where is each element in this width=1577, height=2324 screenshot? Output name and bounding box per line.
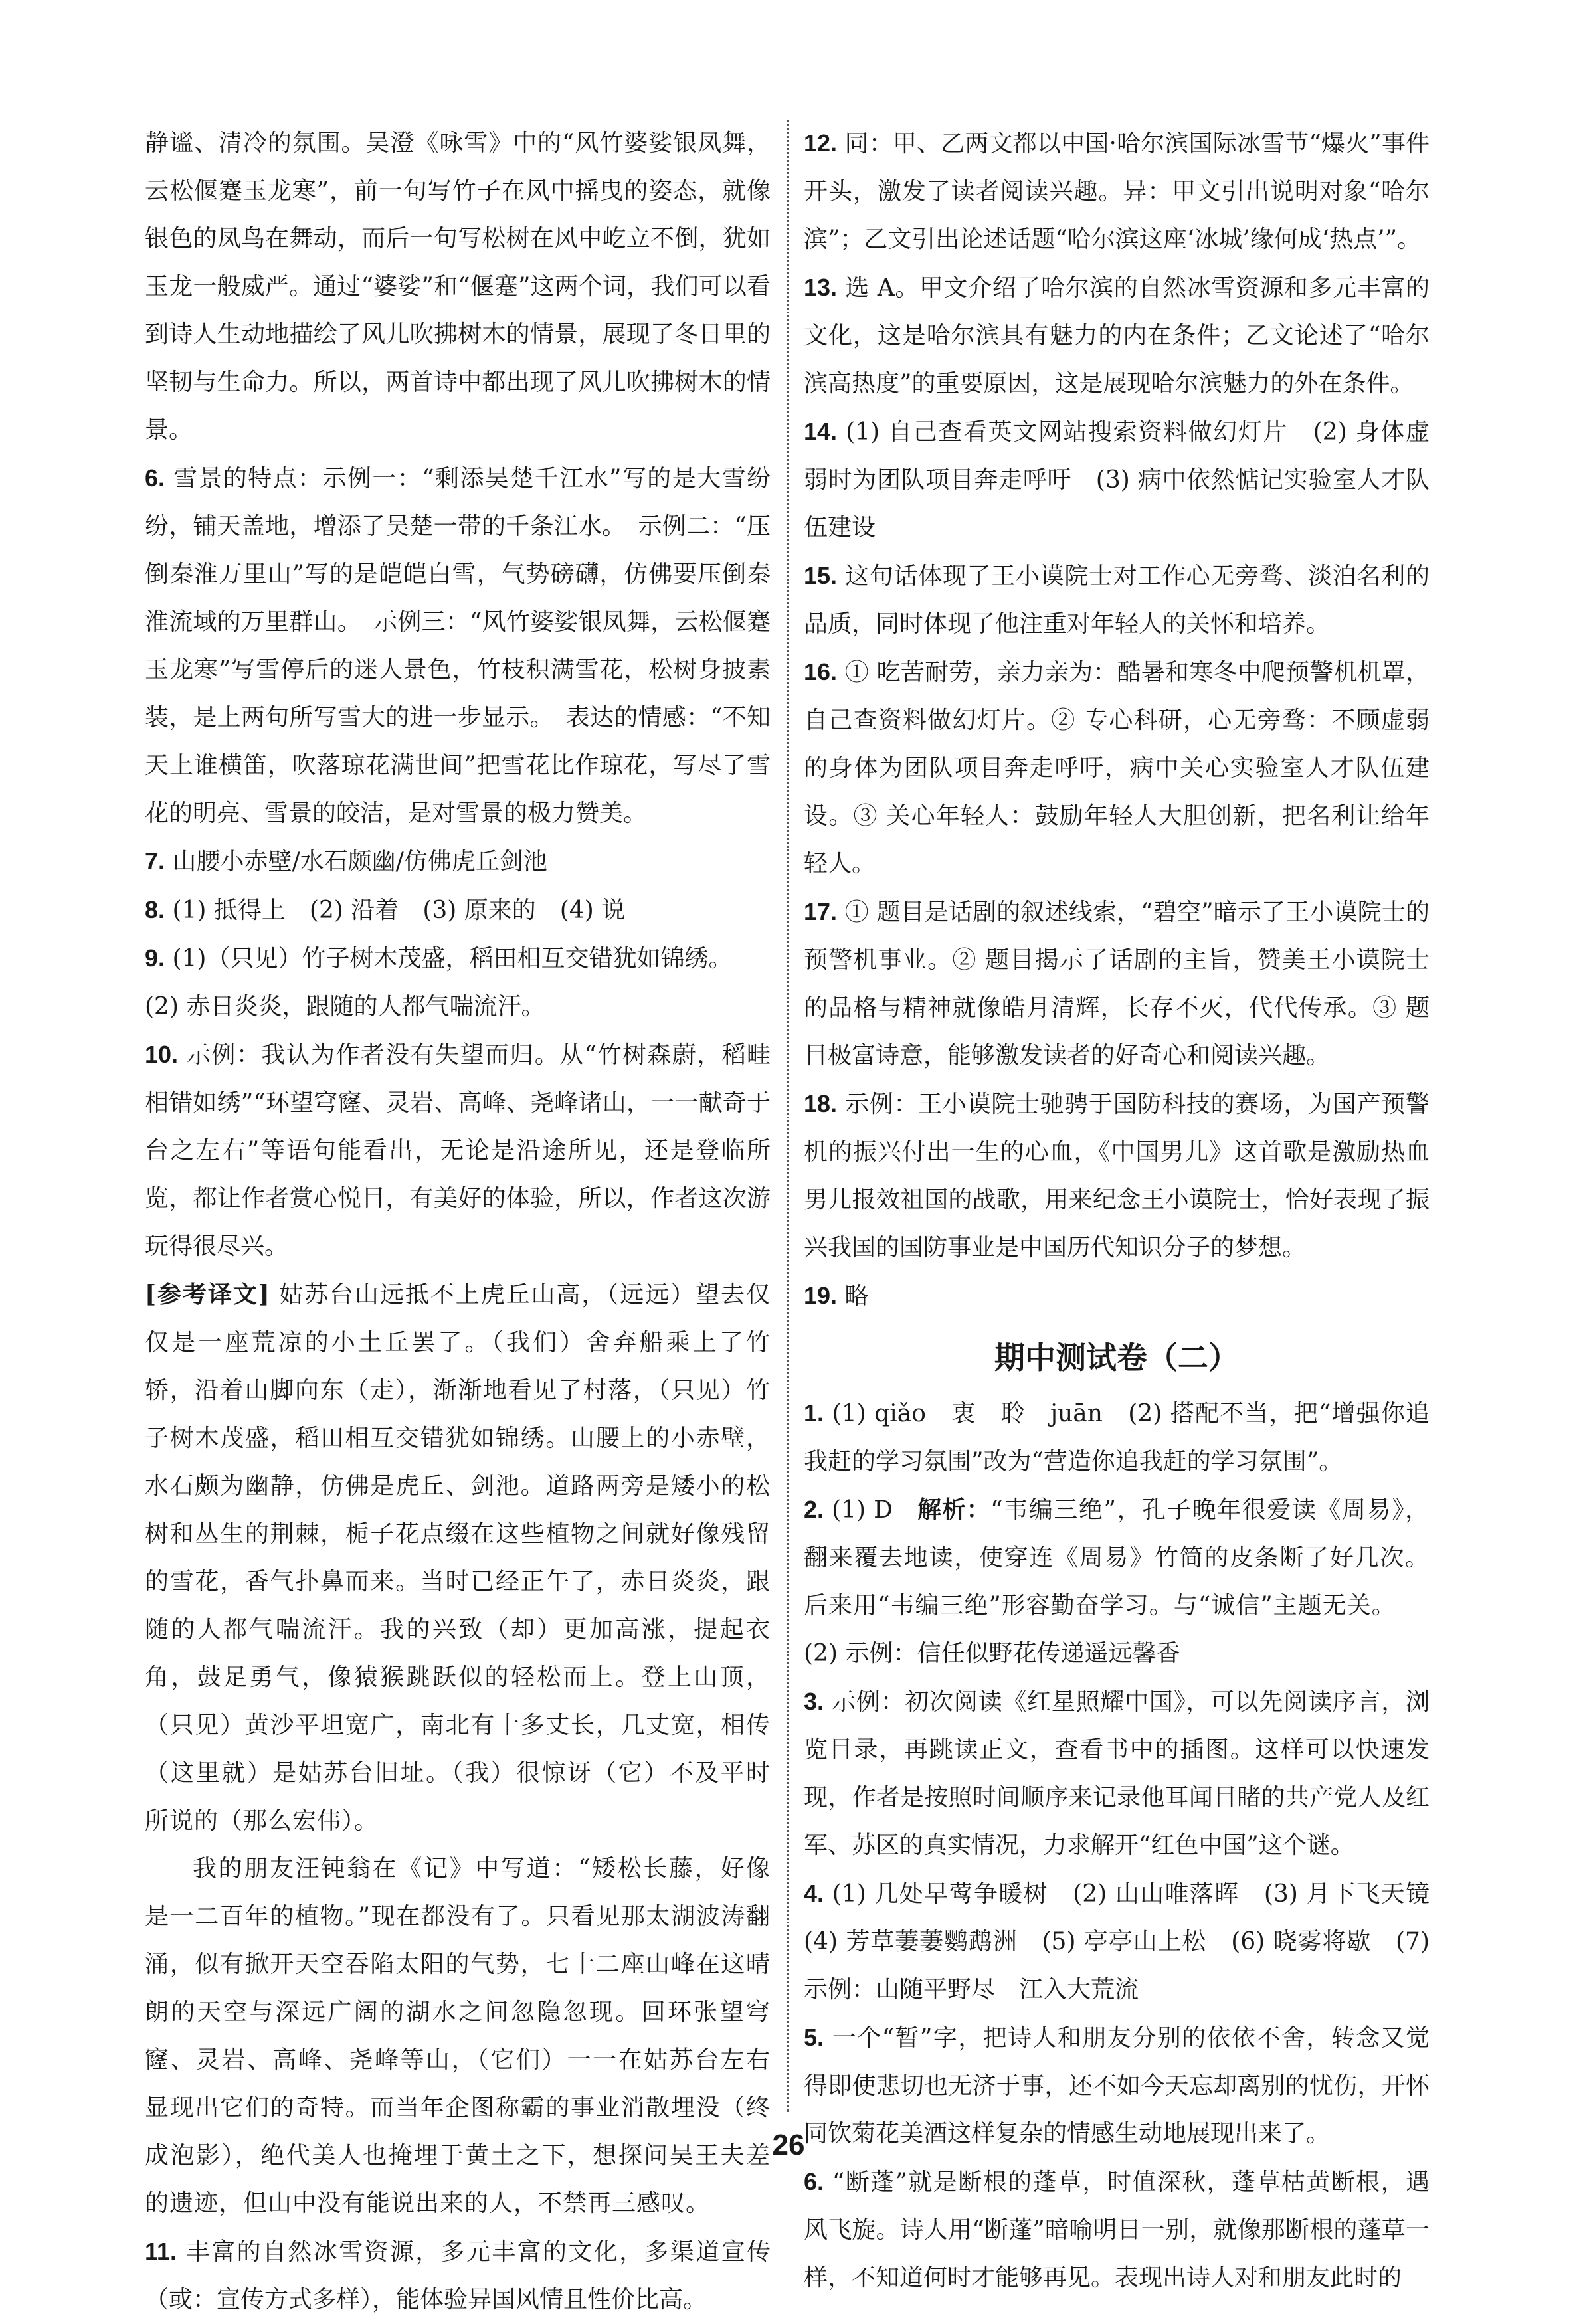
answer-number: 6.: [804, 2168, 824, 2195]
analysis-label: 解析：: [917, 1496, 991, 1523]
answer-text: 雪景的特点：示例一：“剩添吴楚千江水”写的是大雪纷纷，铺天盖地，增添了吴楚一带的千条江水。 示例二：“压倒秦淮万里山”写的是皑皑白雪，气势磅礴，仿佛要压倒秦淮流域的万里群山。 示例三：“风竹婆娑银凤舞，云松偃蹇玉龙寒”写雪停后的迷人景色，竹枝积满雪花，松树身披素装，是上两句所写雪大的进一步显示。 表达的情感：“不知天上谁横笛，吹落琼花满世间”把雪花比作琼花，写尽了雪花的明亮、雪景的皎洁，是对雪景的极力赞美。: [145, 465, 771, 827]
answer-number: 4.: [804, 1880, 824, 1907]
answer-number: 14.: [804, 418, 838, 445]
right-column: [804, 120, 1454, 2302]
answer-9-part-2: (2) 赤日炎炎，跟随的人都气喘流汗。: [145, 993, 545, 1020]
answer-text: 示例：初次阅读《红星照耀中国》，可以先阅读序言，浏览目录，再跳读正文，查看书中的插图。这样可以快速发现，作者是按照时间顺序来记录他耳闻目睹的共产党人及红军、苏区的真实情况，力求解开“红色中国”这个谜。: [804, 1688, 1430, 1859]
reference-label: [参考译文]: [145, 1281, 270, 1308]
answer-6: [145, 454, 771, 838]
answer-text: “断蓬”就是断根的蓬草，时值深秋，蓬草枯黄断根，遇风飞旋。诗人用“断蓬”暗喻明日一别，就像那断根的蓬草一样，不知道何时才能够再见。表现出诗人对和朋友此时的: [804, 2169, 1430, 2291]
answer-text: (1) 自己查看英文网站搜索资料做幻灯片 (2) 身体虚弱时为团队项目奔走呼吁 (3) 病中依然惦记实验室人才队伍建设: [804, 418, 1430, 541]
answer-number: 2.: [804, 1496, 824, 1523]
answer-text: 山腰小赤壁/水石颇幽/仿佛虎丘剑池: [165, 848, 547, 875]
test-answer-6: [804, 2158, 1430, 2302]
answer-text: 同：甲、乙两文都以中国·哈尔滨国际冰雪节“爆火”事件开头，激发了读者阅读兴趣。异：甲文引出说明对象“哈尔滨”；乙文引出论述话题“哈尔滨这座‘冰城’缘何成‘热点’”。: [804, 130, 1430, 253]
answer-text: ① 题目是话剧的叙述线索，“碧空”暗示了王小谟院士的预警机事业。② 题目揭示了话剧的主旨，赞美王小谟院士的品格与精神就像皓月清辉，长存不灭，代代传承。③ 题目极富诗意，能够激发读者的好奇心和阅读兴趣。: [804, 899, 1430, 1069]
answer-number: 7.: [145, 848, 165, 875]
reference-translation-2: 我的朋友汪钝翁在《记》中写道：“矮松长藤，好像是一二百年的植物。”现在都没有了。只看见那太湖波涛翻涌，似有掀开天空吞陷太阳的气势，七十二座山峰在这晴朗的天空与深远广阔的湖水之间忽隐忽现。回环张望穹窿、灵岩、高峰、尧峰等山，（它们）一一在姑苏台左右显现出它们的奇特。而当年企图称霸的事业消散埋没（终成泡影），绝代美人也掩埋于黄土之下，想探问吴王夫差的遗迹，但山中没有能说出来的人，不禁再三感叹。: [145, 1855, 771, 2217]
answer-text: (1) 抵得上 (2) 沿着 (3) 原来的 (4) 说: [165, 897, 626, 924]
analysis-text: “韦编三绝”，孔子晚年很爱读《周易》，翻来覆去地读，使穿连《周易》竹简的皮条断了好几次。后来用“韦编三绝”形容勤奋学习。与“诚信”主题无关。: [804, 1496, 1430, 1619]
column-divider: [787, 120, 789, 2112]
section-title: 期中测试卷（二）: [994, 1340, 1239, 1376]
answer-text: 一个“暂”字，把诗人和朋友分别的依依不舍，转念又觉得即使悲切也无济于事，还不如今天忘却离别的忧伤，开怀同饮菊花美酒这样复杂的情感生动地展现出来了。: [804, 2024, 1430, 2147]
answer-10: [145, 1031, 771, 1271]
answer-number: 13.: [804, 274, 838, 301]
answer-text: (1) qiǎo 衷 聆 juān (2) 搭配不当，把“增强你追我赶的学习氛围”改为“营造你追我赶的学习氛围”。: [804, 1400, 1430, 1475]
answer-text: 丰富的自然冰雪资源，多元丰富的文化，多渠道宣传（或：宣传方式多样），能体验异国风情且性价比高。: [145, 2238, 771, 2313]
answer-13: [804, 264, 1430, 408]
answer-number: 5.: [804, 2024, 824, 2051]
answer-number: 3.: [804, 1688, 824, 1715]
answer-17: [804, 888, 1430, 1080]
test-answer-1: [804, 1389, 1430, 1486]
answer-11: [145, 2228, 771, 2324]
answer-12: [804, 120, 1430, 264]
answer-number: 8.: [145, 896, 165, 923]
left-paragraph-continued: 静谧、清冷的氛围。吴澄《咏雪》中的“风竹婆娑银凤舞，云松偃蹇玉龙寒”，前一句写竹子在风中摇曳的姿态，就像银色的凤鸟在舞动，而后一句写松树在风中屹立不倒，犹如玉龙一般威严。通过“婆娑”和“偃蹇”这两个词，我们可以看到诗人生动地描绘了风儿吹拂树木的情景，展现了冬日里的坚韧与生命力。所以，两首诗中都出现了风儿吹拂树木的情景。: [145, 130, 771, 444]
answer-text: (1)（只见）竹子树木茂盛，稻田相互交错犹如锦绣。: [165, 945, 733, 972]
answer-number: 12.: [804, 130, 838, 157]
answer-text: ① 吃苦耐劳，亲力亲为：酷暑和寒冬中爬预警机机罩，自己查资料做幻灯片。② 专心科研，心无旁骛：不顾虚弱的身体为团队项目奔走呼吁，病中关心实验室人才队伍建设。③ 关心年轻人：鼓励年轻人大胆创新，把名利让给年轻人。: [804, 659, 1430, 877]
answer-14: [804, 408, 1430, 552]
answer-9-part-1: [145, 935, 771, 983]
answer-number: 16.: [804, 658, 838, 685]
answer-number: 10.: [145, 1041, 179, 1068]
test-answer-4: [804, 1870, 1454, 2014]
answer-15: [804, 552, 1430, 648]
answer-text: (1) 几处早莺争暖树 (2) 山山唯落晖 (3) 月下飞天镜 (4) 芳草萋萋鹦鹉洲 (5) 亭亭山上松 (6) 晓雾将歇 (7) 示例：山随平野尽 江入大荒流: [804, 1880, 1454, 2003]
answer-number: 1.: [804, 1399, 824, 1427]
answer-19: [804, 1272, 1430, 1320]
reference-translation: [145, 1271, 771, 1845]
answer-number: 18.: [804, 1090, 838, 1117]
answer-text: 示例：王小谟院士驰骋于国防科技的赛场，为国产预警机的振兴付出一生的心血，《中国男儿》这首歌是激励热血男儿报效祖国的战歌，用来纪念王小谟院士，恰好表现了振兴我国的国防事业是中国历代知识分子的梦想。: [804, 1091, 1430, 1261]
answer-number: 11.: [145, 2238, 177, 2265]
answer-text: 这句话体现了王小谟院士对工作心无旁骛、淡泊名利的品质，同时体现了他注重对年轻人的关怀和培养。: [804, 563, 1430, 638]
answer-text: 示例：我认为作者没有失望而归。从“竹树森蔚，稻畦相错如绣”“环望穹窿、灵岩、高峰、尧峰诸山，一一献奇于台之左右”等语句能看出，无论是沿途所见，还是登临所览，都让作者赏心悦目，有美好的体验，所以，作者这次游玩得很尽兴。: [145, 1041, 771, 1260]
answer-8: [145, 886, 771, 935]
answer-text: 选 A。甲文介绍了哈尔滨的自然冰雪资源和多元丰富的文化，这是哈尔滨具有魅力的内在条件；乙文论述了“哈尔滨高热度”的重要原因，这是展现哈尔滨魅力的外在条件。: [804, 274, 1430, 397]
answer-text: (1) D: [824, 1496, 918, 1524]
answer-number: 9.: [145, 944, 165, 972]
answer-number: 15.: [804, 562, 838, 589]
test-answer-2: [804, 1486, 1430, 1630]
answer-7: [145, 838, 771, 886]
answer-number: 19.: [804, 1282, 838, 1309]
page-number: 26: [772, 2129, 805, 2161]
answer-number: 17.: [804, 898, 838, 925]
reference-text: 姑苏台山远抵不上虎丘山高，（远远）望去仅仅是一座荒凉的小土丘罢了。（我们）舍弃船乘上了竹轿，沿着山脚向东（走），渐渐地看见了村落，（只见）竹子树木茂盛，稻田相互交错犹如锦绣。山腰上的小赤壁，水石颇为幽静，仿佛是虎丘、剑池。道路两旁是矮小的松树和丛生的荆棘，栀子花点缀在这些植物之间就好像残留的雪花，香气扑鼻而来。当时已经正午了，赤日炎炎，跟随的人都气喘流汗。我的兴致（却）更加高涨，提起衣角，鼓足勇气，像猿猴跳跃似的轻松而上。登上山顶，（只见）黄沙平坦宽广，南北有十多丈长，几丈宽，相传（这里就）是姑苏台旧址。（我）很惊讶（它）不及平时所说的（那么宏伟）。: [145, 1281, 771, 1834]
test-answer-2-part-2: (2) 示例：信任似野花传递遥远馨香: [804, 1640, 1180, 1667]
answer-text: 略: [837, 1283, 869, 1310]
test-answer-3: [804, 1678, 1430, 1870]
left-column: [145, 120, 771, 2324]
answer-16: [804, 648, 1430, 888]
answer-number: 6.: [145, 464, 165, 492]
answer-18: [804, 1080, 1430, 1272]
